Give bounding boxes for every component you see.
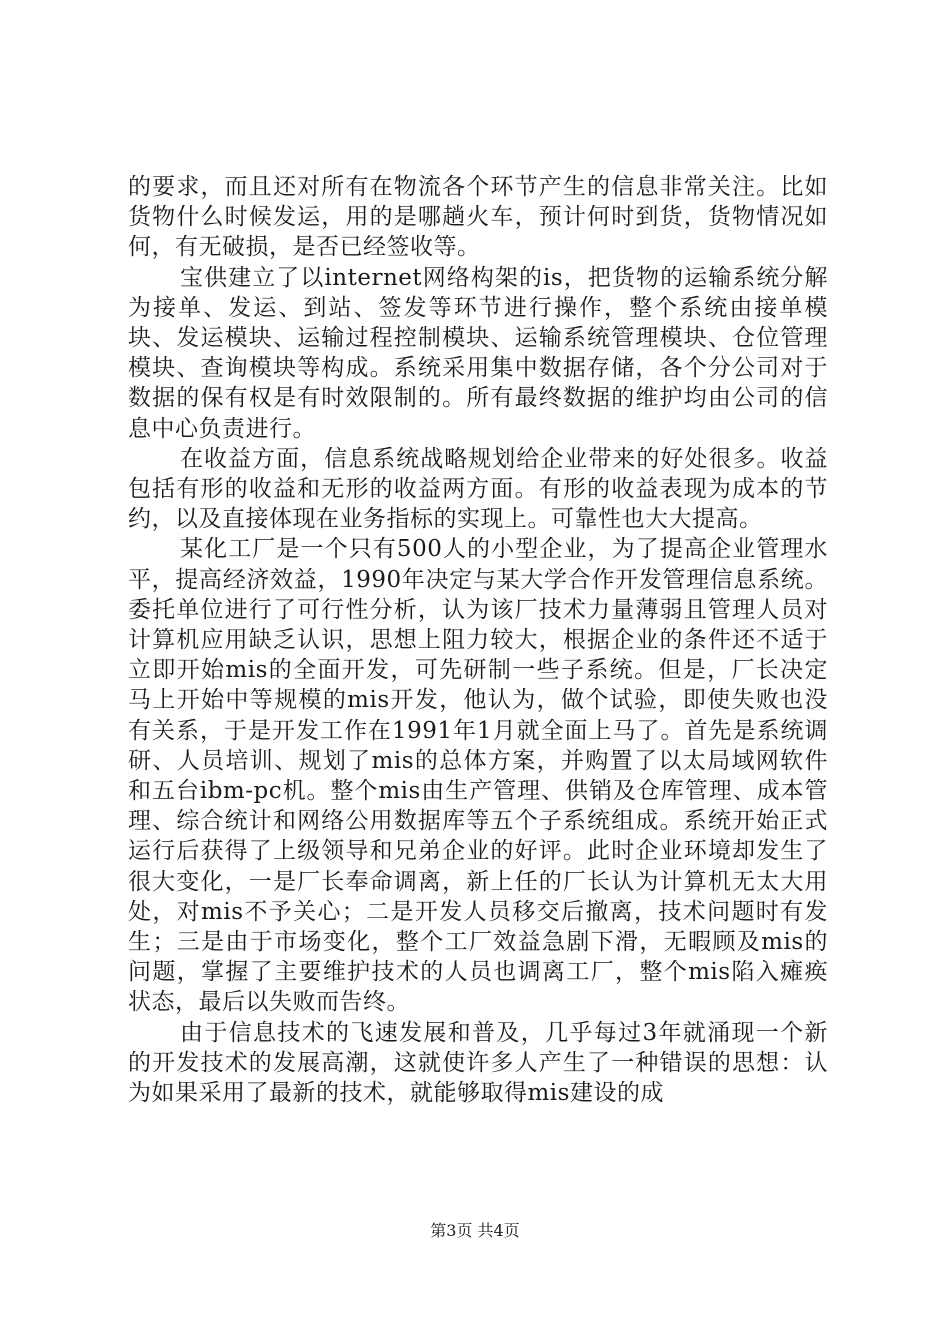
paragraph-3: 在收益方面，信息系统战略规划给企业带来的好处很多。收益包括有形的收益和无形的收益两方面。有形的收益表现为成本的节约，以及直接体现在业务指标的实现上。可靠性也大大提高。	[128, 445, 828, 533]
page-number-footer: 第3页 共4页	[430, 1221, 520, 1240]
paragraph-2: 宝供建立了以internet网络构架的is，把货物的运输系统分解为接单、发运、到站、签发等环节进行操作，整个系统由接单模块、发运模块、运输过程控制模块、运输系统管理模块、仓位管理模块、查询模块等构成。系统采用集中数据存储，各个分公司对于数据的保有权是有时效限制的。所有最终数据的维护均由公司的信息中心负责进行。	[128, 264, 828, 442]
document-body	[128, 172, 828, 1108]
paragraph-5: 由于信息技术的飞速发展和普及，几乎每过3年就涌现一个新的开发技术的发展高潮，这就使许多人产生了一种错误的思想：认为如果采用了最新的技术，就能够取得mis建设的成	[128, 1019, 828, 1107]
paragraph-1: 的要求，而且还对所有在物流各个环节产生的信息非常关注。比如货物什么时候发运，用的是哪趟火车，预计何时到货，货物情况如何，有无破损，是否已经签收等。	[128, 174, 828, 261]
paragraph-4: 某化工厂是一个只有500人的小型企业，为了提高企业管理水平，提高经济效益，1990年决定与某大学合作开发管理信息系统。委托单位进行了可行性分析，认为该厂技术力量薄弱且管理人员对计算机应用缺乏认识，思想上阻力较大，根据企业的条件还不适于立即开始mis的全面开发，可先研制一些子系统。但是，厂长决定马上开始中等规模的mis开发，他认为，做个试验，即使失败也没有关系，于是开发工作在1991年1月就全面上马了。首先是系统调研、人员培训、规划了mis的总体方案，并购置了以太局域网软件和五台ibm-pc机。整个mis由生产管理、供销及仓库管理、成本管理、综合统计和网络公用数据库等五个子系统组成。系统开始正式运行后获得了上级领导和兄弟企业的好评。此时企业环境却发生了很大变化，一是厂长奉命调离，新上任的厂长认为计算机无太大用处，对mis不予关心；二是开发人员移交后撤离，技术问题时有发生；三是由于市场变化，整个工厂效益急剧下滑，无暇顾及mis的问题，掌握了主要维护技术的人员也调离工厂，整个mis陷入瘫痪状态，最后以失败而告终。	[128, 536, 828, 1016]
